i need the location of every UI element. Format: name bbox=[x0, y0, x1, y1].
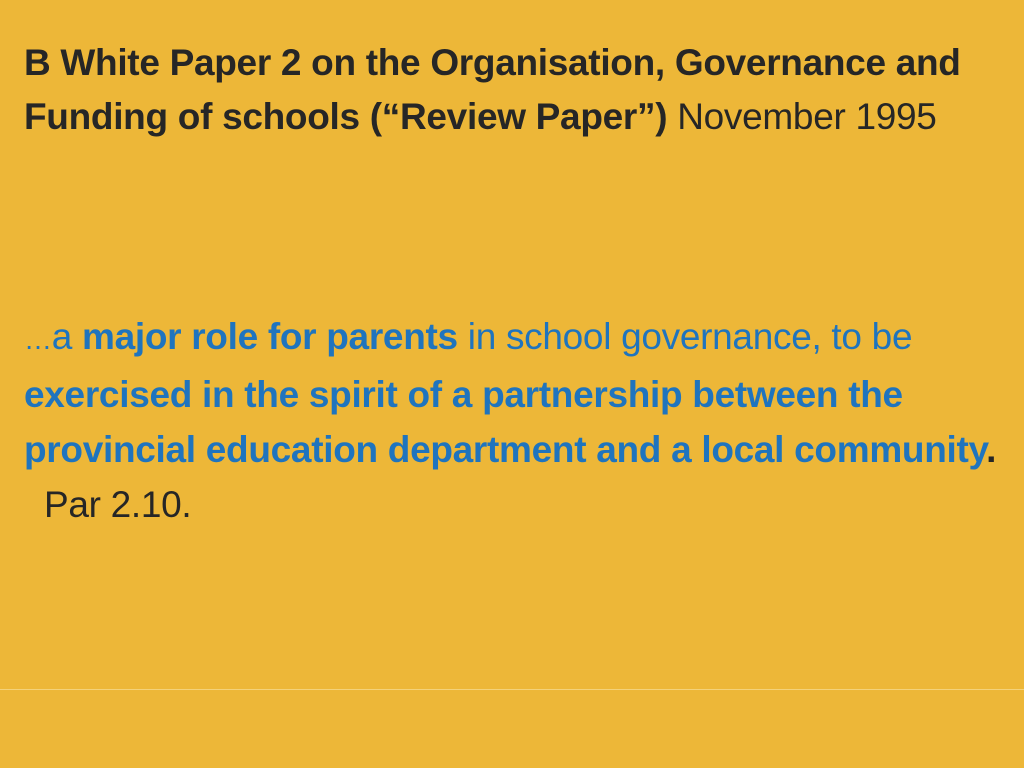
quote-period: . bbox=[986, 429, 997, 470]
heading-date: November 1995 bbox=[667, 96, 937, 137]
quote-reference: Par 2.10. bbox=[24, 484, 192, 525]
quote-emphasis-major-role: major role for parents bbox=[81, 316, 458, 357]
quote-middle-text: in school governance, to be bbox=[457, 316, 913, 357]
heading-bold-text: B White Paper 2 on the Organisation, Governance and Funding of schools (“Review Paper”) bbox=[24, 42, 961, 137]
slide-heading bbox=[24, 36, 1009, 144]
quote-ellipsis: … bbox=[24, 324, 52, 355]
quote-lead: a bbox=[51, 316, 82, 357]
footer-divider bbox=[0, 689, 1024, 690]
quote-emphasis-partnership: exercised in the spirit of a partnership between the provincial education department and a local community bbox=[24, 374, 987, 470]
quote-paragraph bbox=[24, 309, 1009, 532]
